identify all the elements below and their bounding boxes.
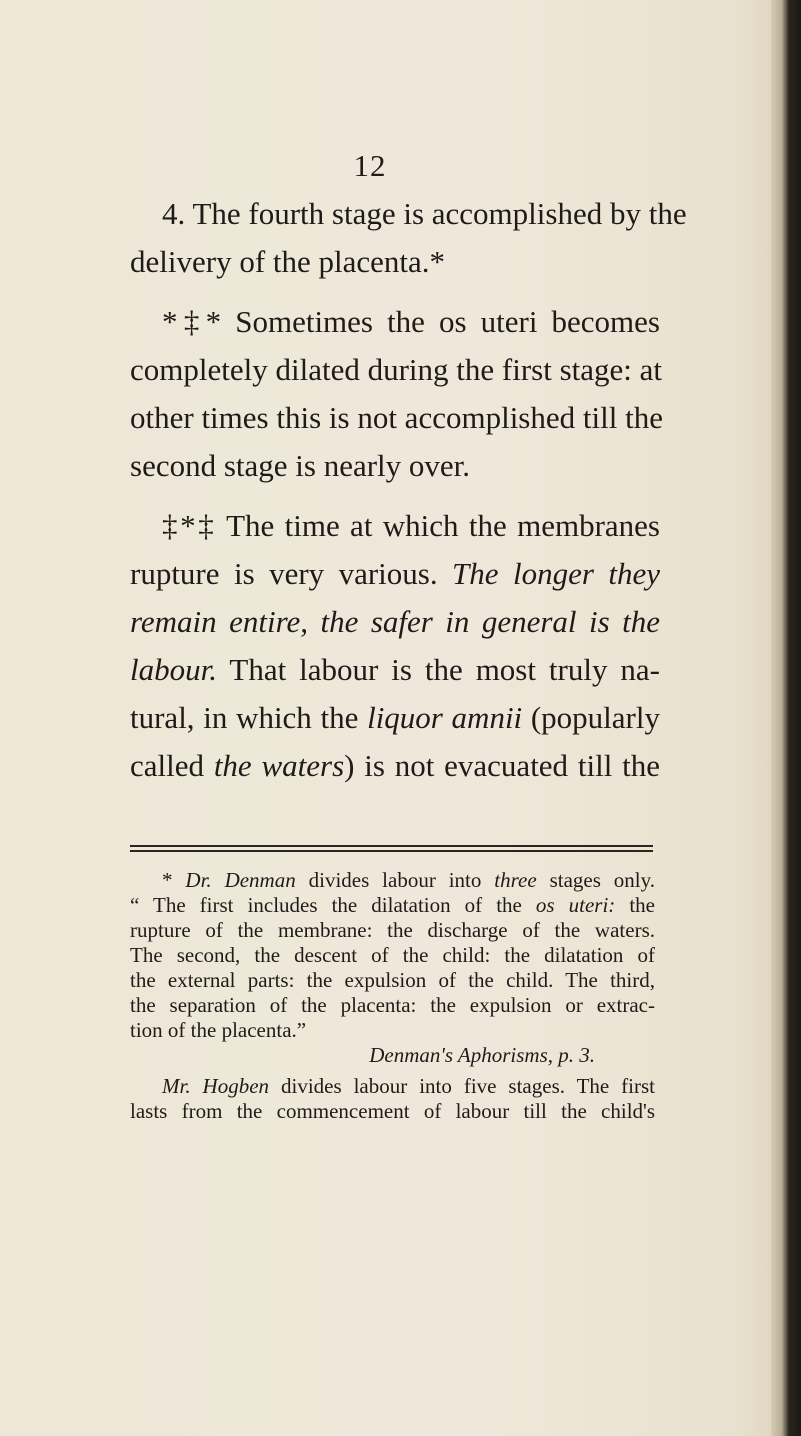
text-line: *‡* Sometimes the os uteri becomes (162, 304, 660, 339)
paragraph-os-uteri (130, 298, 663, 490)
text-line: ‡*‡ The time at which the membranes (162, 508, 660, 543)
italic-text: the waters (213, 748, 345, 783)
text-line (130, 742, 660, 790)
text-segment: divides labour into five stages. The first (269, 1074, 655, 1098)
text-segment: stages only. (536, 868, 656, 892)
footnotes (130, 868, 655, 1124)
page-number: 12 (353, 148, 387, 183)
text-line: the external parts: the expulsion of the child. The third, (130, 968, 655, 992)
text-segment: the (615, 893, 656, 917)
text-line: the separation of the placenta: the expulsion or extrac- (130, 993, 655, 1017)
text-segment: That labour is the most truly na- (217, 652, 660, 687)
paragraph-fourth-stage (130, 190, 687, 286)
text-segment: ) is not evacuated till the (344, 748, 660, 783)
text-line (130, 694, 660, 742)
italic-text: os uteri: (535, 893, 616, 917)
italic-text: labour. (130, 652, 217, 687)
text-line (130, 868, 655, 893)
italic-text: liquor amnii (367, 700, 523, 735)
text-line: tion of the placenta.” (130, 1018, 307, 1042)
text-line: completely dilated during the first stage: at (130, 352, 663, 387)
paragraph-membranes (130, 502, 660, 790)
text-line: delivery of the placenta.* (130, 244, 446, 279)
footnote-denman (130, 868, 655, 1068)
text-line: lasts from the commencement of labour till the child's (130, 1099, 655, 1123)
italic-text: three (494, 868, 537, 892)
italic-text: remain entire, the safer in general is the (130, 604, 660, 639)
text-segment: tural, in which the (130, 700, 368, 735)
italic-text: The longer they (452, 556, 660, 591)
text-line (130, 646, 660, 694)
text-line: second stage is nearly over. (130, 448, 471, 483)
text-line: 4. The fourth stage is accomplished by the (162, 196, 687, 231)
italic-text: Mr. Hogben (162, 1074, 270, 1098)
footnote-hogben (130, 1074, 655, 1124)
text-line: rupture of the membrane: the discharge of the waters. (130, 918, 655, 942)
text-line: other times this is not accomplished till the (130, 400, 663, 435)
text-line (130, 550, 660, 598)
text-line (130, 598, 660, 646)
text-line: The second, the descent of the child: the dilatation of (130, 943, 655, 967)
text-segment: (popularly (522, 700, 660, 735)
text-line (130, 893, 655, 918)
footnote-marker: * (162, 868, 186, 892)
footnote-separator (130, 845, 653, 855)
text-line (130, 1074, 655, 1099)
book-spine (771, 0, 801, 1436)
italic-text: Dr. Denman (185, 868, 296, 892)
text-segment: rupture is very various. (130, 556, 453, 591)
citation: Denman's Aphorisms, p. 3. (369, 1043, 595, 1067)
main-text (130, 190, 687, 790)
text-segment: “ The first includes the dilatation of the (130, 893, 536, 917)
text-segment: divides labour into (295, 868, 495, 892)
text-segment: called (130, 748, 214, 783)
